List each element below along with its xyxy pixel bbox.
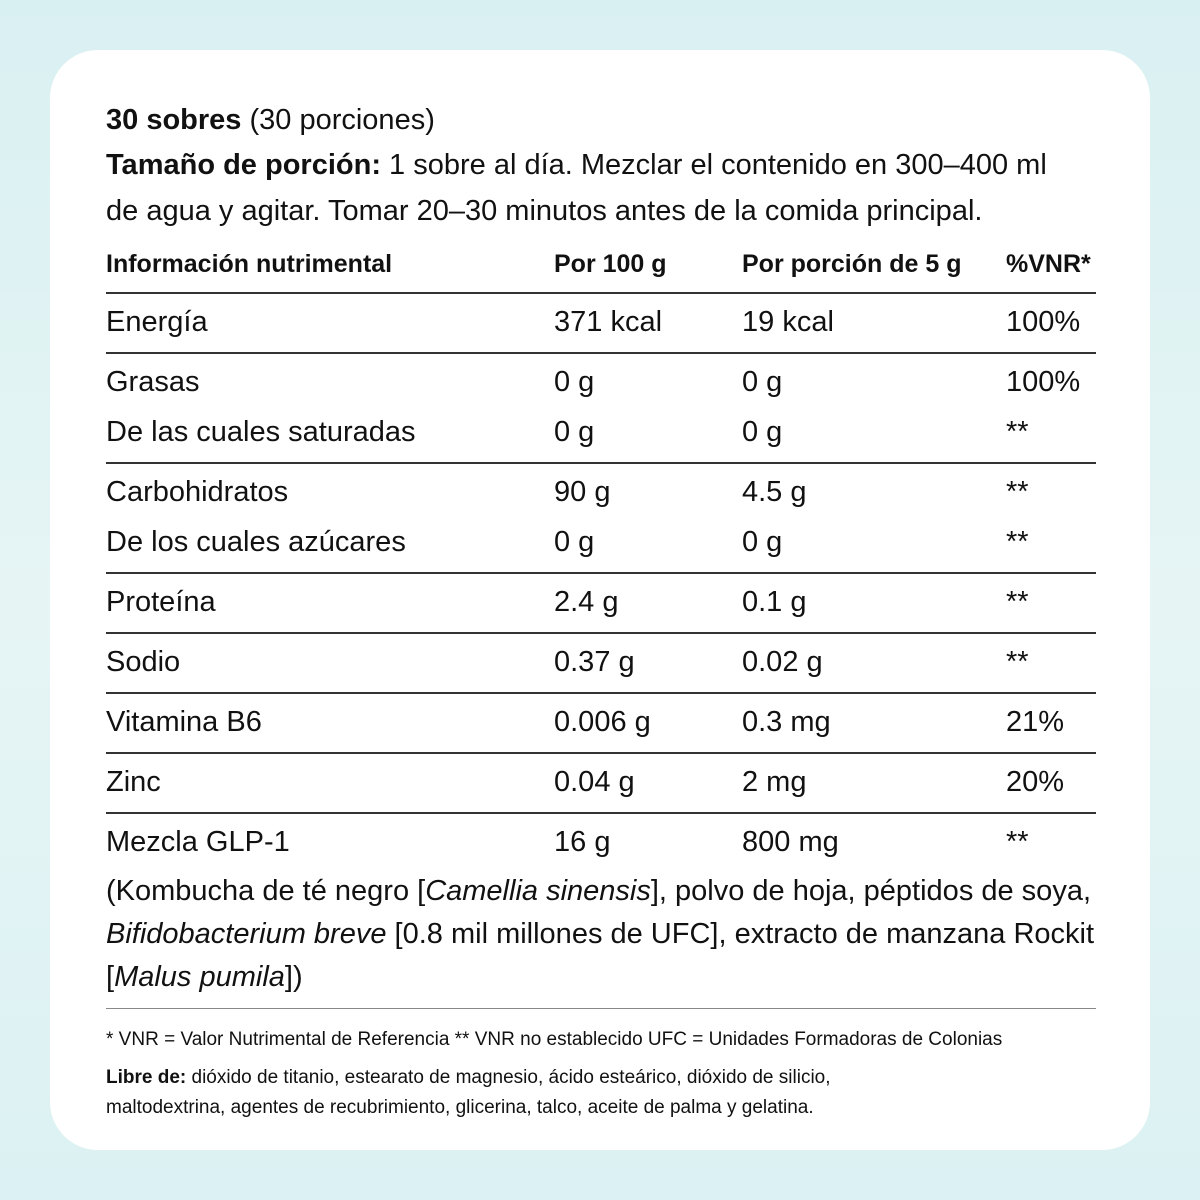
value-per-100g: 0.04 g: [554, 766, 635, 798]
table-divider: [106, 292, 1096, 294]
table-divider: [106, 692, 1096, 694]
vnr-percent: 100%: [1006, 306, 1081, 338]
nutrient-name: Proteína: [106, 586, 216, 618]
blend-text: ]): [284, 961, 303, 993]
value-per-portion: 0.3 mg: [742, 706, 831, 738]
nutrition-card: [50, 50, 1150, 1150]
value-per-portion: 0 g: [742, 366, 783, 398]
nutrient-name: Sodio: [106, 646, 181, 678]
column-header: Información nutrimental: [106, 250, 393, 278]
portion-line-1: [106, 143, 1047, 188]
column-header: Por porción de 5 g: [742, 250, 962, 278]
value-per-portion: 800 mg: [742, 826, 839, 858]
table-divider: [106, 462, 1096, 464]
free-from-text-2: maltodextrina, agentes de recubrimiento, glicerina, talco, aceite de palma y gelatina.: [106, 1097, 814, 1118]
value-per-portion: 4.5 g: [742, 476, 807, 508]
value-per-100g: 0 g: [554, 366, 595, 398]
value-per-100g: 16 g: [554, 826, 611, 858]
table-divider: [106, 572, 1096, 574]
vnr-percent: **: [1006, 586, 1029, 618]
nutrient-name: Energía: [106, 306, 208, 338]
value-per-portion: 19 kcal: [742, 306, 834, 338]
vnr-legend: * VNR = Valor Nutrimental de Referencia ** VNR no establecido UFC = Unidades Formadoras de Colonias: [106, 1029, 1003, 1050]
nutrient-name: Carbohidratos: [106, 476, 289, 508]
value-per-100g: 2.4 g: [554, 586, 619, 618]
value-per-portion: 2 mg: [742, 766, 807, 798]
blend-text: (Kombucha de té negro [: [106, 875, 426, 907]
vnr-percent: **: [1006, 476, 1029, 508]
vnr-percent: 20%: [1006, 766, 1065, 798]
value-per-portion: 0.1 g: [742, 586, 807, 618]
table-divider: [106, 812, 1096, 814]
nutrient-name: Grasas: [106, 366, 200, 398]
blend-text: [0.8 mil millones de UFC], extracto de manzana Rockit [: [106, 918, 1095, 993]
value-per-100g: 0 g: [554, 416, 595, 448]
nutrient-name: De los cuales azúcares: [106, 526, 406, 558]
nutrient-name: Zinc: [106, 766, 161, 798]
blend-species: Camellia sinensis: [425, 875, 651, 907]
value-per-portion: 0.02 g: [742, 646, 823, 678]
vnr-percent: **: [1006, 526, 1029, 558]
portion-line-2: [106, 189, 982, 234]
free-from-label: Libre de:: [106, 1067, 187, 1088]
value-per-portion: 0 g: [742, 526, 783, 558]
servings-count: 30 sobres: [106, 104, 242, 136]
free-from-line-1: [106, 1063, 1116, 1093]
portion-text-2: de agua y agitar. Tomar 20–30 minutos antes de la comida principal.: [106, 195, 983, 227]
table-divider: [106, 752, 1096, 754]
free-from-line-2: [106, 1093, 1116, 1123]
free-from-text-1: dióxido de titanio, estearato de magnesio, ácido esteárico, dióxido de silicio,: [186, 1067, 831, 1088]
nutrient-name: Vitamina B6: [106, 706, 262, 738]
blend-ingredients: [106, 870, 1096, 999]
column-header: %VNR*: [1006, 250, 1091, 278]
value-per-100g: 0 g: [554, 526, 595, 558]
value-per-portion: 0 g: [742, 416, 783, 448]
vnr-percent: 100%: [1006, 366, 1081, 398]
table-divider: [106, 632, 1096, 634]
vnr-percent: **: [1006, 416, 1029, 448]
blend-species: Bifidobacterium breve: [106, 918, 387, 950]
portion-label: Tamaño de porción:: [106, 149, 381, 181]
portion-text-1: 1 sobre al día. Mezclar el contenido en 300–400 ml: [380, 149, 1047, 181]
blend-species: Malus pumila: [114, 961, 285, 993]
value-per-100g: 0.006 g: [554, 706, 651, 738]
footer-divider: [106, 1008, 1096, 1009]
vnr-percent: 21%: [1006, 706, 1065, 738]
table-divider: [106, 352, 1096, 354]
vnr-percent: **: [1006, 646, 1029, 678]
servings-portions: (30 porciones): [241, 104, 435, 136]
value-per-100g: 371 kcal: [554, 306, 663, 338]
servings-line: [106, 98, 435, 143]
blend-text: ], polvo de hoja, péptidos de soya,: [650, 875, 1091, 907]
value-per-100g: 90 g: [554, 476, 611, 508]
nutrient-name: Mezcla GLP-1: [106, 826, 290, 858]
column-header: Por 100 g: [554, 250, 667, 278]
vnr-percent: **: [1006, 826, 1029, 858]
value-per-100g: 0.37 g: [554, 646, 635, 678]
nutrient-name: De las cuales saturadas: [106, 416, 416, 448]
